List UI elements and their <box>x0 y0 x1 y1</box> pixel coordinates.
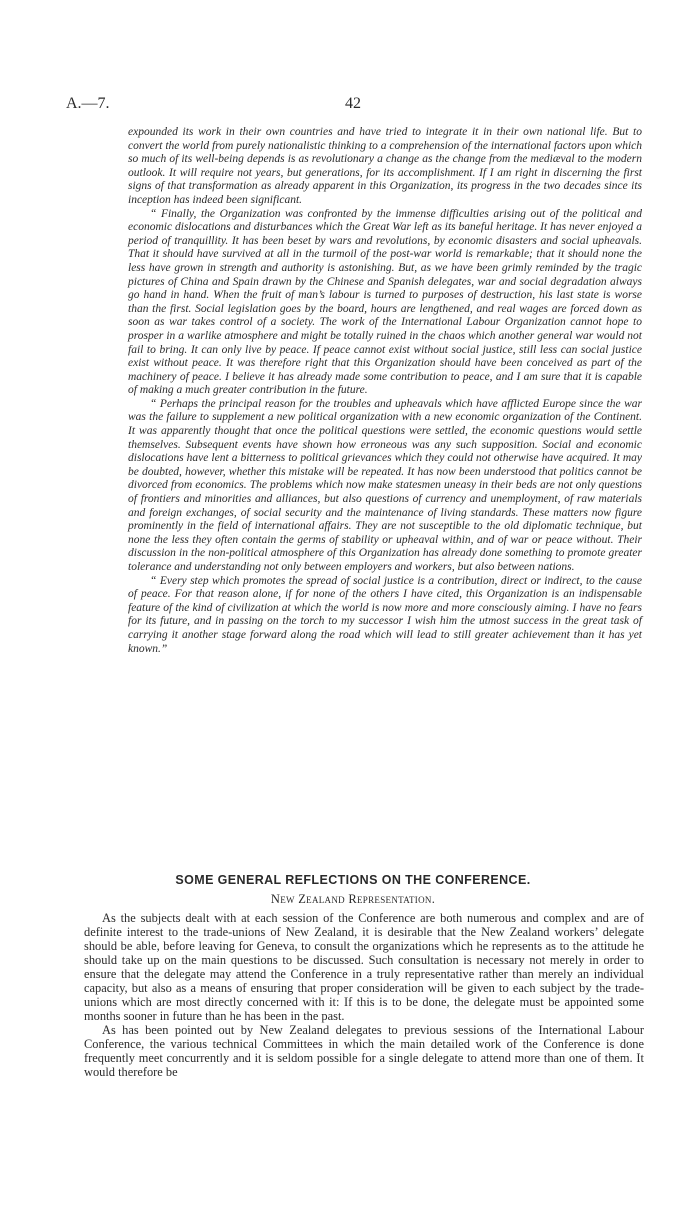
body-paragraph: As has been pointed out by New Zealand delegates to previous sessions of the International Labour Conference, the various technical Committees in which the main detailed work of the Conference is done frequently meet concurrently and it is seldom possible for a single delegate to attend more than one of them. It would therefore be <box>84 1023 644 1079</box>
body-text <box>84 911 644 1079</box>
page-header <box>66 95 640 117</box>
section-heading: SOME GENERAL REFLECTIONS ON THE CONFERENCE. <box>175 873 531 887</box>
quote-paragraph: expounded its work in their own countries and have tried to integrate it in their own national life. But to convert the world from purely nationalistic thinking to a comprehension of the international factors upon which so much of its well-being depends is as revolutionary a change as the change from the mediæval to the modern outlook. It will require not years, but generations, for its accomplishment. If I am right in discerning the first signs of that transformation as already apparent in this Organization, its progress in the two decades since its inception has indeed been significant. <box>128 126 642 206</box>
section-subheading: New Zealand Representation. <box>270 892 436 906</box>
document-reference: A.—7. <box>66 95 110 112</box>
page-number: 42 <box>345 95 361 112</box>
quoted-address <box>128 126 642 656</box>
quote-paragraph: “ Every step which promotes the spread of social justice is a contribution, direct or indirect, to the cause of peace. For that reason alone, if for none of the others I have cited, this Organization is an indispensable feature of the kind of civilization at which the world is now more and more consciously aiming. I have no fears for its future, and in passing on the torch to my successor I wish him the utmost success in the great task of carrying it another stage forward along the road which will lead to still greater achievement than it has yet known.” <box>128 574 642 655</box>
quote-paragraph: “ Finally, the Organization was confronted by the immense difficulties arising out of the political and economic dislocations and disturbances which the Great War left as its baneful heritage. It has never enjoyed a period of tranquillity. It has been beset by wars and revolutions, by economic disasters and social upheavals. That it should have survived at all in the turmoil of the post-war world is remarkable; that it should none the less have grown in strength and authority is astonishing. But, as we have been grimly reminded by the tragic pictures of China and Spain drawn by the Chinese and Spanish delegates, war and social degradation always go hand in hand. When the fruit of man’s labour is turned to purposes of destruction, his last state is worse than the first. Social legislation goes by the board, hours are lengthened, and real wages are forced down as soon as war takes control of a society. The work of the International Labour Organization cannot hope to prosper in a warlike atmosphere and might be totally ruined in the chaos which another general war would not fail to bring. It can only live by peace. If peace cannot exist without social justice, still less can social justice exist without peace. It was therefore right that this Organization should have been conceived as part of the machinery of peace. I believe it has already made some contribution to peace, and I am sure that it is capable of making a much greater contribution in the future. <box>128 207 642 397</box>
body-paragraph: As the subjects dealt with at each session of the Conference are both numerous and complex and are of definite interest to the trade-unions of New Zealand, it is desirable that the New Zealand workers’ delegate should be able, before leaving for Geneva, to consult the organizations which he represents as to the attitude he should take up on the main questions to be discussed. Such consultation is necessary not merely in order to ensure that the delegate may attend the Conference in a truly representative rather than merely an individual capacity, but also as a means of ensuring that proper consideration will be given to each subject by the trade-unions which are most directly concerned with it: If this is to be done, the delegate must be appointed some months sooner in future than he has been in the past. <box>84 911 644 1023</box>
quote-paragraph: “ Perhaps the principal reason for the troubles and upheavals which have afflicted Europe since the war was the failure to supplement a new political organization with a new economic organization of the Continent. It was apparently thought that once the political questions were settled, the economic questions would settle themselves. Subsequent events have shown how erroneous was any such supposition. Social and economic dislocations have lent a bitterness to political grievances which they could not otherwise have acquired. It may be doubted, however, whether this mistake will be repeated. It has now been understood that politics cannot be divorced from economics. The problems which now make statesmen uneasy in their beds are not only questions of frontiers and minorities and alliances, but also questions of currency and unemployment, of raw materials and foreign exchanges, of social security and the maintenance of living standards. These matters now figure prominently in the field of international affairs. They are not susceptible to the old diplomatic technique, but none the less they often contain the germs of stability or upheaval within, and of war or peace without. Their discussion in the non-political atmosphere of this Organization has already done something to promote greater tolerance and understanding not only between employers and workers, but also between nations. <box>128 397 642 573</box>
